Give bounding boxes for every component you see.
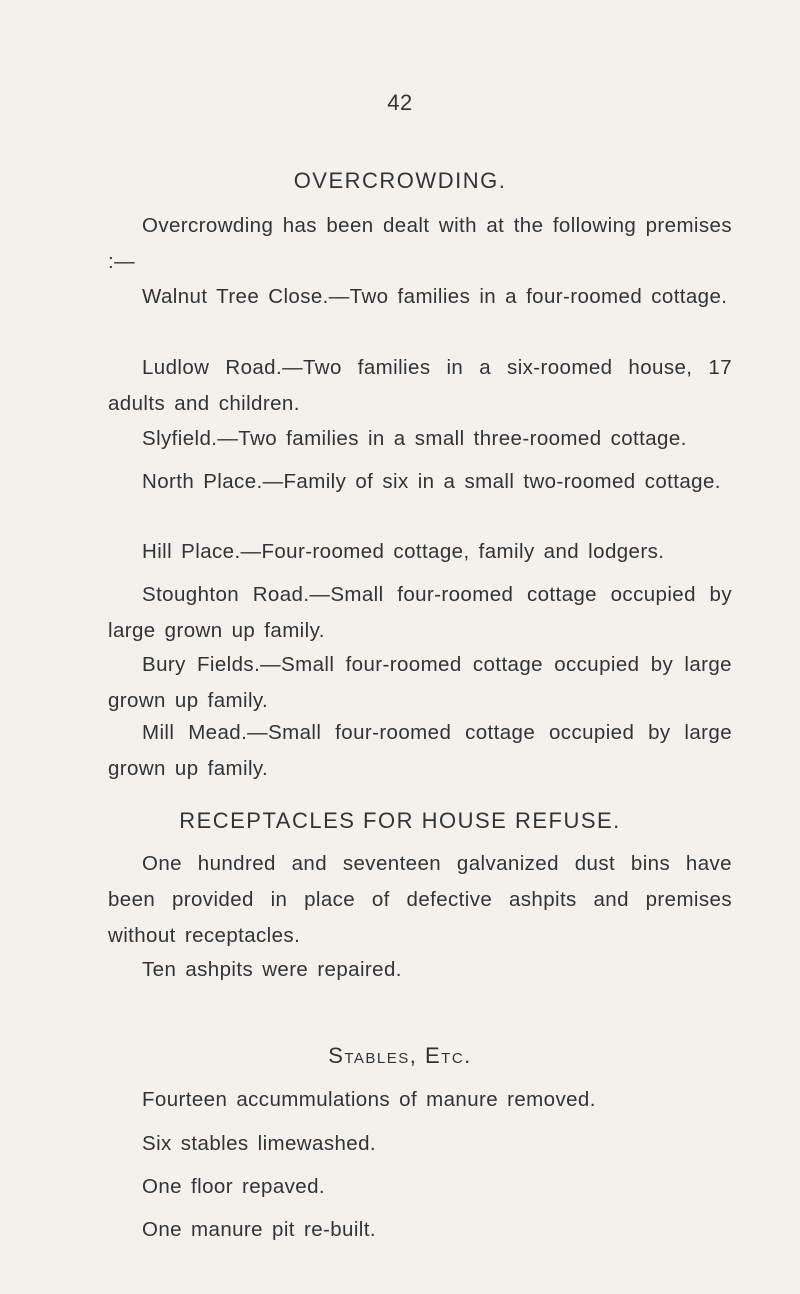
overcrowding-intro: Overcrowding has been dealt with at the following premises :— [108,214,732,273]
floor-repaved-paragraph: One floor repaved. [142,1175,325,1198]
ludlow-road-entry: Ludlow Road.—Two families in a six-roomed house, 17 adults and children. [108,356,732,415]
mill-mead-entry: Mill Mead.—Small four-roomed cottage occupied by large grown up family. [108,721,732,780]
manure-removed-paragraph: Fourteen accummulations of manure removed. [142,1088,596,1111]
north-place-entry: North Place.—Family of six in a small two-roomed cottage. [142,470,721,493]
slyfield-entry: Slyfield.—Two families in a small three-roomed cottage. [142,427,687,450]
walnut-tree-close-entry: Walnut Tree Close.—Two families in a four-roomed cottage. [142,285,728,308]
page-number: 42 [387,90,413,115]
hill-place-entry: Hill Place.—Four-roomed cottage, family and lodgers. [142,540,665,563]
overcrowding-heading: OVERCROWDING. [293,168,507,193]
stoughton-road-entry: Stoughton Road.—Small four-roomed cottage occupied by large grown up family. [108,583,732,642]
manure-pit-rebuilt-paragraph: One manure pit re-built. [142,1218,376,1241]
ashpits-repaired-paragraph: Ten ashpits were repaired. [142,958,402,981]
dust-bins-paragraph: One hundred and seventeen galvanized dust bins have been provided in place of defective ashpits and premises without receptacles. [108,852,732,947]
stables-heading: Stables, Etc. [328,1043,472,1068]
receptacles-heading: RECEPTACLES FOR HOUSE REFUSE. [179,808,621,833]
bury-fields-entry: Bury Fields.—Small four-roomed cottage occupied by large grown up family. [108,653,732,712]
stables-limewashed-paragraph: Six stables limewashed. [142,1132,376,1155]
